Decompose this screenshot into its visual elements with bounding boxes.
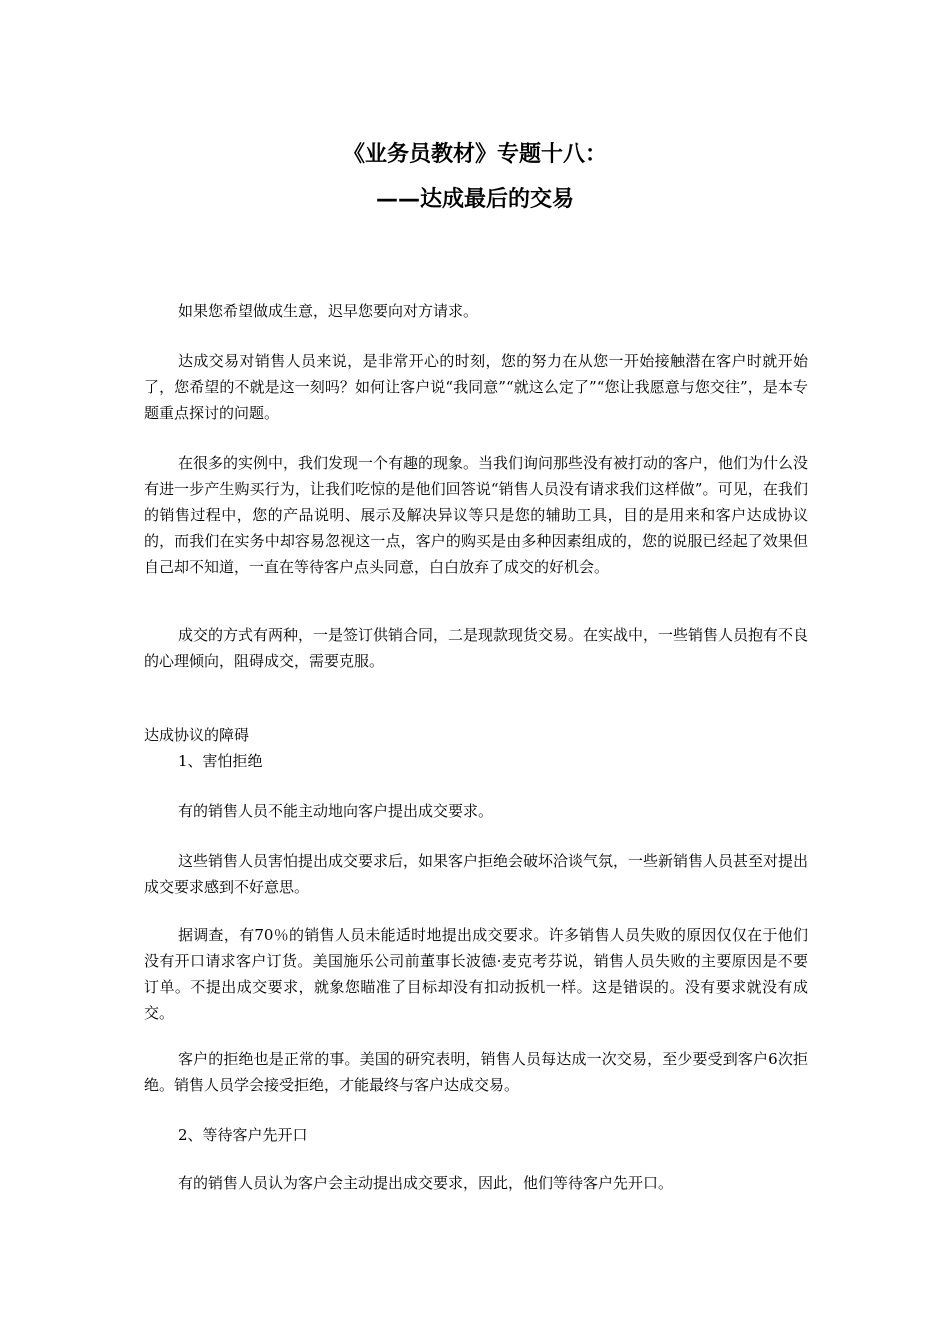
body-paragraph: 有的销售人员不能主动地向客户提出成交要求。 [178,802,494,820]
body-paragraph: 达成交易对销售人员来说，是非常开心的时刻，您的努力在从您一开始接触潜在客户时就开始了，您希望的不就是这一刻吗？如何让客户说“我同意”“就这么定了”“您让我愿意与您交往”，是本专题重点探讨的问题。 [144,352,808,422]
subsection-heading: 1、害怕拒绝 [178,752,263,770]
intro-paragraph: 如果您希望做成生意，迟早您要向对方请求。 [178,302,479,320]
section-heading: 达成协议的障碍 [144,726,250,744]
body-paragraph: 据调查，有70％的销售人员未能适时地提出成交要求。许多销售人员失败的原因仅仅在于他们没有开口请求客户订货。美国施乐公司前董事长波德·麦克考芬说，销售人员失败的主要原因是不要订单。不提出成交要求，就象您瞄准了目标却没有扣动扳机一样。这是错误的。没有要求就没有成交。 [144,926,808,1022]
subsection-heading: 2、等待客户先开口 [178,1126,308,1144]
document-subtitle: ——达成最后的交易 [375,187,574,212]
body-paragraph: 有的销售人员认为客户会主动提出成交要求，因此，他们等待客户先开口。 [178,1174,674,1192]
body-paragraph: 成交的方式有两种，一是签订供销合同，二是现款现货交易。在实战中，一些销售人员抱有不良的心理倾向，阻碍成交，需要克服。 [144,626,809,670]
body-paragraph: 这些销售人员害怕提出成交要求后，如果客户拒绝会破坏洽谈气氛，一些新销售人员甚至对提出成交要求感到不好意思。 [144,852,809,896]
body-paragraph: 客户的拒绝也是正常的事。美国的研究表明，销售人员每达成一次交易，至少要受到客户6次拒绝。销售人员学会接受拒绝，才能最终与客户达成交易。 [144,1050,808,1094]
document-title: 《业务员教材》专题十八： [342,142,607,167]
body-paragraph: 在很多的实例中，我们发现一个有趣的现象。当我们询问那些没有被打动的客户，他们为什么没有进一步产生购买行为，让我们吃惊的是他们回答说“销售人员没有请求我们这样做”。可见，在我们的销售过程中，您的产品说明、展示及解决异议等只是您的辅助工具，目的是用来和客户达成协议的，而我们在实务中却容易忽视这一点，客户的购买是由多种因素组成的，您的说服已经起了效果但自己却不知道，一直在等待客户点头同意，白白放弃了成交的好机会。 [144,454,809,576]
